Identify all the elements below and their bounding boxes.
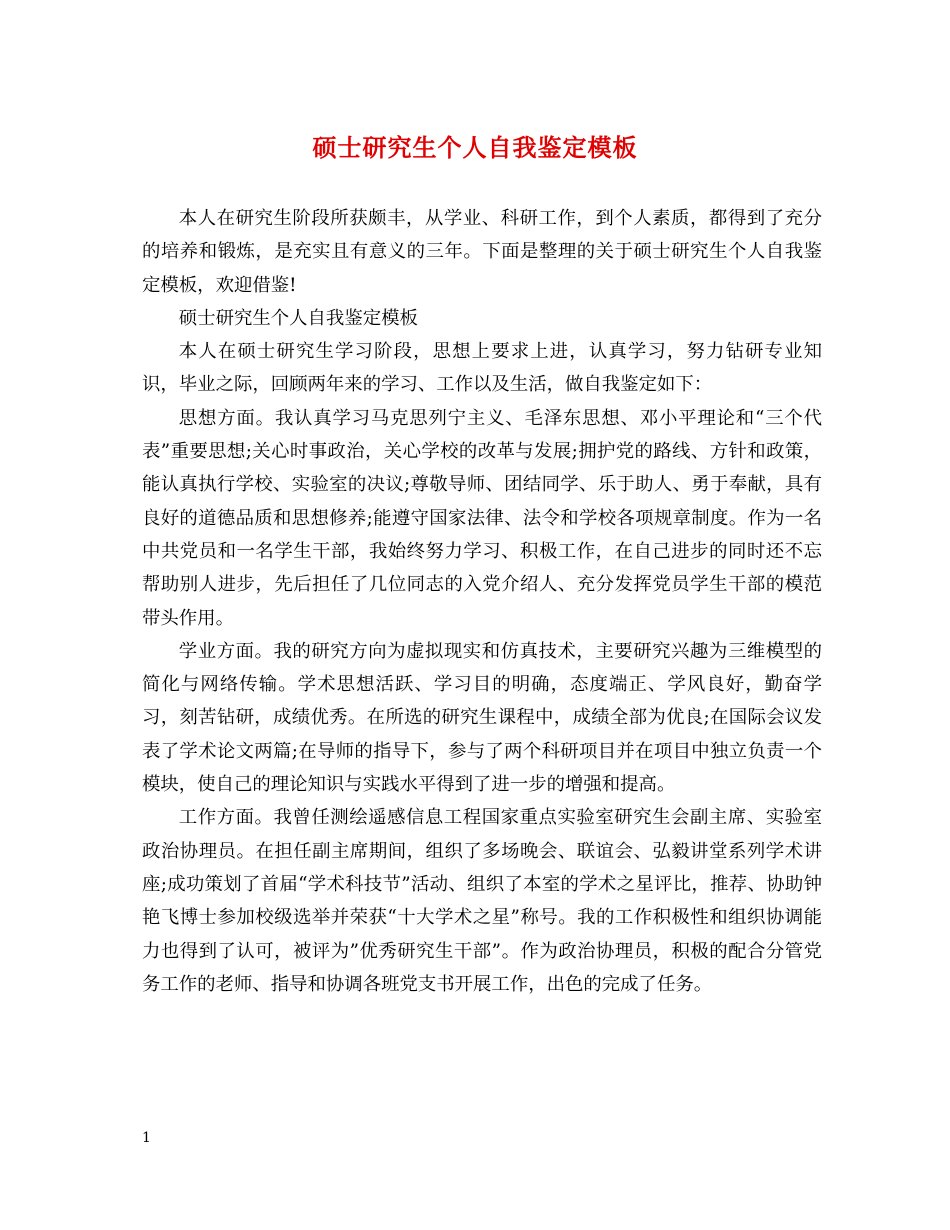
intro-paragraph: 本人在研究生阶段所获颇丰，从学业、科研工作，到个人素质，都得到了充分的培养和锻炼，是充实且有意义的三年。下面是整理的关于硕士研究生个人自我鉴定模板，欢迎借鉴! (142, 208, 822, 296)
document-body (142, 202, 822, 1001)
page-number: 1 (142, 1130, 151, 1146)
academic-paragraph: 学业方面。我的研究方向为虚拟现实和仿真技术，主要研究兴趣为三维模型的简化与网络传输。学术思想活跃、学习目的明确，态度端正、学风良好，勤奋学习，刻苦钻研，成绩优秀。在所选的研究生课程中，成绩全部为优良;在国际会议发表了学术论文两篇;在导师的指导下，参与了两个科研项目并在项目中独立负责一个模块，使自己的理论知识与实践水平得到了进一步的增强和提高。 (142, 640, 822, 796)
work-paragraph: 工作方面。我曾任测绘遥感信息工程国家重点实验室研究生会副主席、实验室政治协理员。在担任副主席期间，组织了多场晚会、联谊会、弘毅讲堂系列学术讲座;成功策划了首届“学术科技节”活动、组织了本室的学术之星评比，推荐、协助钟艳飞博士参加校级选举并荣获“十大学术之星”称号。我的工作积极性和组织协调能力也得到了认可，被评为”优秀研究生干部”。作为政治协理员，积极的配合分管党务工作的老师、指导和协调各班党支书开展工作，出色的完成了任务。 (142, 807, 822, 995)
document-title: 硕士研究生个人自我鉴定模板 (312, 133, 638, 162)
ideology-paragraph: 思想方面。我认真学习马克思列宁主义、毛泽东思想、邓小平理论和“三个代表”重要思想;关心时事政治，关心学校的改革与发展;拥护党的路线、方针和政策，能认真执行学校、实验室的决议;尊敬导师、团结同学、乐于助人、勇于奉献，具有良好的道德品质和思想修养;能遵守国家法律、法令和学校各项规章制度。作为一名中共党员和一名学生干部，我始终努力学习、积极工作，在自己进步的同时还不忘帮助别人进步，先后担任了几位同志的入党介绍人、充分发挥党员学生干部的模范带头作用。 (142, 407, 822, 629)
section-heading: 硕士研究生个人自我鉴定模板 (178, 307, 418, 329)
opening-paragraph: 本人在硕士研究生学习阶段，思想上要求上进，认真学习，努力钻研专业知识，毕业之际，回顾两年来的学习、工作以及生活，做自我鉴定如下： (142, 341, 822, 396)
